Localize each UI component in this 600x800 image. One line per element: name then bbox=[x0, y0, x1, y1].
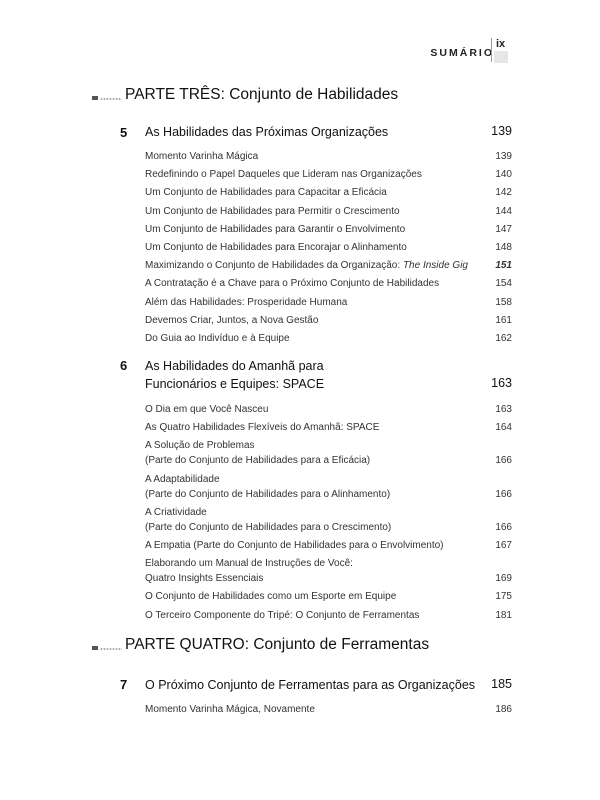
chapter-entries bbox=[145, 402, 512, 626]
toc-entry[interactable]: Um Conjunto de Habilidades para Garantir o Envolvimento 147 bbox=[145, 223, 512, 235]
chapter-title: O Próximo Conjunto de Ferramentas para as Organizações bbox=[145, 678, 476, 692]
toc-entry[interactable]: Um Conjunto de Habilidades para Permitir o Crescimento 144 bbox=[145, 205, 512, 217]
toc-entry[interactable]: A Empatia (Parte do Conjunto de Habilidades para o Envolvimento) 167 bbox=[145, 539, 512, 551]
chapter-page: 185 bbox=[491, 677, 512, 691]
chapter-title: As Habilidades do Amanhã para Funcionários e Equipes: SPACE bbox=[145, 359, 325, 391]
toc-entry[interactable]: Momento Varinha Mágica 139 bbox=[145, 151, 512, 162]
part-dots-icon bbox=[100, 648, 122, 650]
chapter-number: 5 bbox=[120, 125, 128, 140]
toc-entry[interactable]: Momento Varinha Mágica, Novamente 186 bbox=[145, 704, 512, 715]
toc-entry[interactable]: Um Conjunto de Habilidades para Capacitar a Eficácia 142 bbox=[145, 187, 512, 199]
running-header-label: SUMÁRIO bbox=[430, 47, 494, 59]
part-marker-icon bbox=[92, 96, 98, 100]
chapter-number: 7 bbox=[120, 677, 128, 692]
toc-entry[interactable]: A Contratação é a Chave para o Próximo Conjunto de Habilidades 154 bbox=[145, 278, 512, 290]
toc-entry[interactable]: A Adaptabilidade (Parte do Conjunto de Habilidades para o Alinhamento) 166 bbox=[145, 473, 512, 500]
chapter-title: As Habilidades das Próximas Organizações bbox=[145, 125, 389, 139]
chapter-page: 163 bbox=[491, 376, 512, 390]
toc-entry[interactable]: O Dia em que Você Nasceu 163 bbox=[145, 404, 512, 415]
part-title: PARTE TRÊS: Conjunto de Habilidades bbox=[125, 86, 399, 103]
chapter-page: 139 bbox=[491, 124, 512, 138]
toc-entry[interactable]: A Criatividade (Parte do Conjunto de Habilidades para o Crescimento) 166 bbox=[145, 506, 512, 533]
toc-entry[interactable]: Maximizando o Conjunto de Habilidades da Organização: The Inside Gig 151 bbox=[145, 260, 512, 272]
toc-entry[interactable]: Elaborando um Manual de Instruções de Você: Quatro Insights Essenciais 169 bbox=[145, 558, 512, 585]
chapter-entries bbox=[145, 149, 512, 349]
part-marker-icon bbox=[92, 646, 98, 650]
chapter-number: 6 bbox=[120, 358, 128, 373]
toc-entry[interactable]: Redefinindo o Papel Daqueles que Lideram nas Organizações 140 bbox=[145, 169, 512, 181]
part-dots-icon bbox=[100, 98, 122, 100]
part-title: PARTE QUATRO: Conjunto de Ferramentas bbox=[125, 636, 430, 653]
chapter-entries bbox=[145, 702, 512, 720]
toc-entry[interactable]: O Terceiro Componente do Tripé: O Conjunto de Ferramentas 181 bbox=[145, 609, 512, 621]
page-folio bbox=[491, 38, 510, 62]
page-number: ix bbox=[496, 38, 506, 50]
toc-entry[interactable]: Do Guia ao Indivíduo e à Equipe 162 bbox=[145, 332, 512, 344]
folio-ornament-icon bbox=[494, 51, 508, 63]
toc-entry[interactable]: A Solução de Problemas (Parte do Conjunto de Habilidades para a Eficácia) 166 bbox=[145, 440, 512, 467]
toc-entry[interactable]: O Conjunto de Habilidades como um Esporte em Equipe 175 bbox=[145, 591, 512, 603]
toc-entry[interactable]: Um Conjunto de Habilidades para Encorajar o Alinhamento 148 bbox=[145, 241, 512, 253]
toc-entry[interactable]: Devemos Criar, Juntos, a Nova Gestão 161 bbox=[145, 314, 512, 326]
toc-entry[interactable]: Além das Habilidades: Prosperidade Humana 158 bbox=[145, 296, 512, 308]
toc-entry[interactable]: As Quatro Habilidades Flexíveis do Amanhã: SPACE 164 bbox=[145, 422, 512, 434]
